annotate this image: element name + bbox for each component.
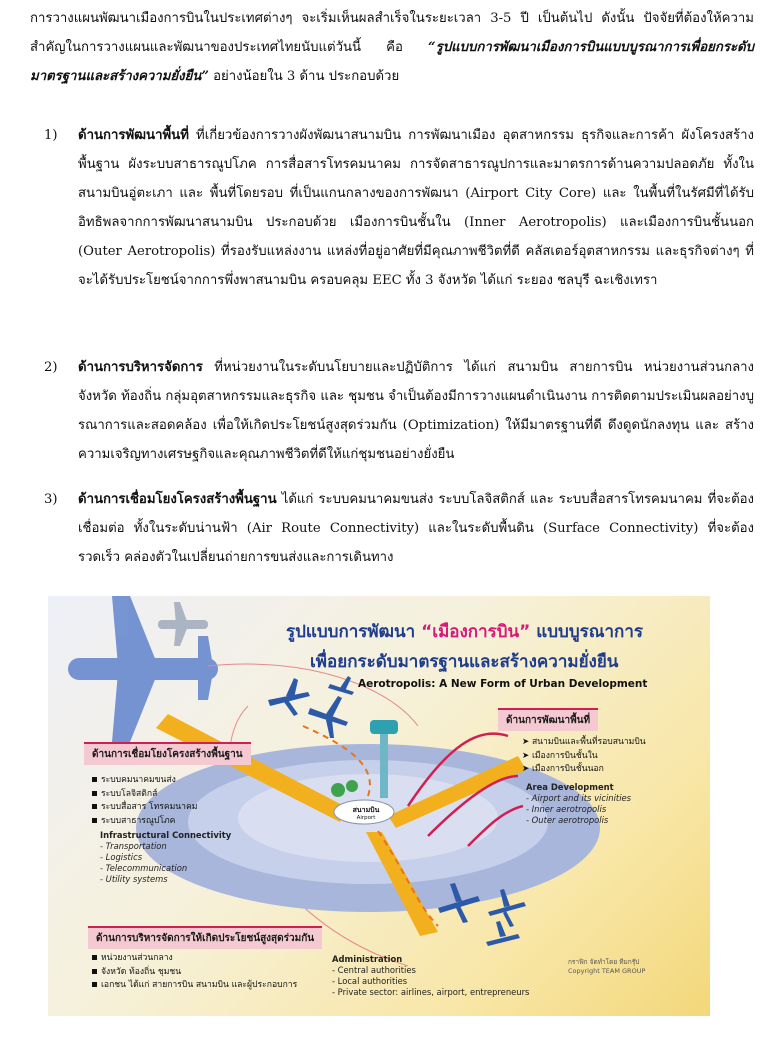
airport-label-en: Airport xyxy=(356,815,376,821)
area-item: ➤ เมืองการบินชั้นใน xyxy=(522,750,598,761)
infra-item: ระบบสาธารณูปโภค xyxy=(92,815,197,829)
intro-text: การวางแผนพัฒนาเมืองการบินในประเทศต่างๆ จะเริ่มเห็นผลสำเร็จในระยะเวลา 3-5 ปี เป็นต้นไป ดังนั้น ปัจจัยที่ต้องให้ความสำคัญในการวางแผนและพัฒนาของประเทศไทยนับแต่วันนี้ คือ xyxy=(30,11,754,55)
plane-icon xyxy=(486,921,520,946)
area-english: Area Development - Airport and its vicinities - Inner aerotropolis - Outer aerotropolis xyxy=(526,782,632,825)
airport-label-th: สนามบิน xyxy=(352,806,380,814)
admin-english: Administration - Central authorities - Local authorities - Private sector: airlines, airport, entrepreneurs xyxy=(332,954,530,997)
intro-emphasis: “รูปแบบการพัฒนาเมืองการบินแบบบูรณาการเพื่อยกระดับมาตรฐานและสร้างความยั่งยืน” xyxy=(30,40,754,84)
list-number: 2) xyxy=(44,360,58,375)
list-body: ได้แก่ ระบบคมนาคมขนส่ง ระบบโลจิสติกส์ และ ระบบสื่อสารโทรคมนาคม ที่จะต้องเชื่อมต่อ ทั้งในระดับน่านฟ้า (Air Route Connectivity) และในระดับพื้นดิน (Surface Connectivity) ที่จะต้องรวดเร็ว คล่องตัวในเปลี่ยนถ่ายการขนส่งและการเดินทาง xyxy=(78,492,754,565)
list-item-admin xyxy=(44,353,754,469)
list-item-area xyxy=(44,121,754,295)
title-quote: “เมืองการบิน” xyxy=(421,622,531,642)
area-item: ➤ สนามบินและพื้นที่รอบสนามบิน xyxy=(522,737,646,747)
admin-band: ด้านการบริหารจัดการให้เกิดประโยชน์สูงสุดร่วมกัน xyxy=(88,926,322,949)
list-heading: ด้านการพัฒนาพื้นที่ xyxy=(78,128,189,143)
list-item-infra xyxy=(44,485,754,572)
admin-item: เอกชน ได้แก่ สายการบิน สนามบิน และผู้ประกอบการ xyxy=(92,979,297,993)
list-body: ที่เกี่ยวข้องการวางผังพัฒนาสนามบิน การพัฒนาเมือง อุตสาหกรรม ธุรกิจและการค้า ผังโครงสร้างพื้นฐาน ผังระบบสาธารณูปโภค การสื่อสารโทรคมนาคม การจัดสาธารณูปการและมาตรการด้านความปลอดภัย ทั้งในสนามบินอู่ตะเภา และ พื้นที่โดยรอบ ที่เป็นแกนกลางของการพัฒนา (Airport City Core) และ ในพื้นที่ในรัศมีที่ได้รับอิทธิพลจากการพัฒนาสนามบิน ประกอบด้วย เมืองการบินชั้นใน (Inner Aerotropolis) และเมืองการบินชั้นนอก (Outer Aerotropolis) ที่รองรับแหล่งงาน แหล่งที่อยู่อาศัยที่มีคุณภาพชีวิตที่ดี คลัสเตอร์อุตสาหกรรม และธุรกิจต่างๆ ที่จะได้รับประโยชน์จากการพึ่งพาสนามบิน ครอบคลุม EEC ทั้ง 3 จังหวัด ได้แก่ ระยอง ชลบุรี ฉะเชิงเทรา xyxy=(78,128,754,288)
intro-paragraph xyxy=(30,4,754,91)
area-item: ➤ เมืองการบินชั้นนอก xyxy=(522,764,604,774)
list-number: 3) xyxy=(44,492,58,507)
infra-band: ด้านการเชื่อมโยงโครงสร้างพื้นฐาน xyxy=(84,742,251,765)
infra-item: ระบบโลจิสติกส์ xyxy=(92,788,197,802)
infographic-title xyxy=(286,618,643,645)
plane-icon xyxy=(268,678,310,716)
list-heading: ด้านการบริหารจัดการ xyxy=(78,360,203,375)
title-prefix: รูปแบบการพัฒนา xyxy=(286,622,422,642)
infra-item: ระบบสื่อสาร โทรคมนาคม xyxy=(92,801,197,815)
aerotropolis-infographic xyxy=(48,596,710,1016)
infographic-title-line2: เพื่อยกระดับมาตรฐานและสร้างความยั่งยืน xyxy=(310,652,619,672)
airport-label xyxy=(346,806,386,822)
copyright-note: กราฟิก จัดทำโดย ทีมกรุ๊ป Copyright TEAM GROUP xyxy=(568,958,646,975)
intro-tail: อย่างน้อยใน 3 ด้าน ประกอบด้วย xyxy=(208,69,400,84)
infra-list xyxy=(92,774,197,828)
infographic-subtitle: Aerotropolis: A New Form of Urban Development xyxy=(358,678,648,690)
large-plane-icon xyxy=(68,596,218,742)
list-number: 1) xyxy=(44,128,58,143)
title-suffix: แบบบูรณาการ xyxy=(530,622,644,642)
infra-english: Infrastructural Connectivity - Transportation - Logistics - Telecommunication - Utility systems xyxy=(100,830,232,884)
infra-item: ระบบคมนาคมขนส่ง xyxy=(92,774,197,788)
admin-item: หน่วยงานส่วนกลาง xyxy=(92,952,297,966)
admin-item: จังหวัด ท้องถิ่น ชุมชน xyxy=(92,966,297,980)
admin-list xyxy=(92,952,297,993)
plane-icon xyxy=(328,676,354,695)
list-body: ที่หน่วยงานในระดับนโยบายและปฏิบัติการ ได้แก่ สนามบิน สายการบิน หน่วยงานส่วนกลาง จังหวัด ท้องถิ่น กลุ่มอุตสาหกรรมและธุรกิจ และ ชุมชน จำเป็นต้องมีการวางแผนดำเนินงาน การติดตามประเมินผลอย่างบูรณาการและสอดคล้อง เพื่อให้เกิดประโยชน์สูงสุดร่วมกัน (Optimization) ให้มีมาตรฐานที่ดี ดึงดูดนักลงทุน และ สร้างความเจริญทางเศรษฐกิจและคุณภาพชีวิตที่ดีให้แก่ชุมชนอย่างยั่งยืน xyxy=(78,360,754,462)
area-list xyxy=(522,736,646,777)
list-heading: ด้านการเชื่อมโยงโครงสร้างพื้นฐาน xyxy=(78,492,277,507)
area-band: ด้านการพัฒนาพื้นที่ xyxy=(498,708,598,731)
